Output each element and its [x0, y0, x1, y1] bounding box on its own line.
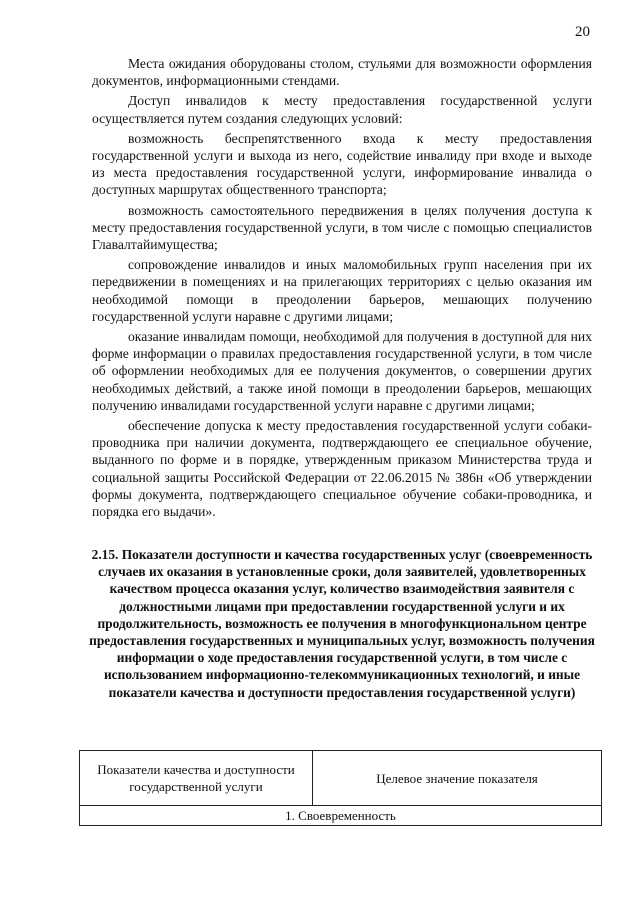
section-2-15	[86, 546, 598, 701]
paragraph-access-conditions: Доступ инвалидов к месту предоставления государственной услуги осуществляется путем создания следующих условий:	[92, 93, 592, 126]
paragraph-independent-movement: возможность самостоятельного передвижения в целях получения доступа к месту предоставления государственной услуги, в том числе с помощью специалистов Главалтайимущества;	[92, 202, 592, 253]
paragraph-guide-dog: обеспечение допуска к месту предоставления государственной услуги собаки-проводника при наличии документа, подтверждающего ее специальное обучение, выданного по форме и в порядке, утвержденным приказом Министерства труда и социальной защиты Российской Федерации от 22.06.2015 № 386н «Об утверждении формы документа, подтверждающего специальное обучение собаки-проводника, и порядка его выдачи».	[92, 418, 592, 520]
section-title: 2.15. Показатели доступности и качества государственных услуг (своевременность случаев их оказания в установленные сроки, доля заявителей, удовлетворенных качеством процесса оказания услуг, количество взаимодействия заявителя с должностными лицами при предоставлении государственной услуги и их продолжительность, возможность ее получения в многофункциональном центре предоставления государственных и муниципальных услуг, возможность получения информации о ходе предоставления государственной услуги, в том числе с использованием информационно-телекоммуникационных технологий, и иные показатели качества и доступности предоставления государственной услуги)	[89, 547, 595, 700]
paragraph-assistance: оказание инвалидам помощи, необходимой для получения в доступной для них форме информации о правилах предоставления государственной услуги, в том числе об оформлении необходимых для ее получения документов, о совершении других необходимых действий, а также иной помощи в преодолении барьеров, мешающих получению инвалидами государственной услуги наравне с другими лицами;	[92, 329, 592, 413]
paragraph-waiting-areas: Места ожидания оборудованы столом, стульями для возможности оформления документов, информационными стендами.	[92, 56, 592, 89]
table-header-row	[80, 751, 602, 806]
header-quality-indicators: Показатели качества и доступности государственной услуги	[80, 751, 313, 806]
paragraph-entry-exit: возможность беспрепятственного входа к месту предоставления государственной услуги и выхода из него, содействие инвалиду при входе и выходе из места предоставления государственной услуги, информирование инвалида о доступных маршрутах общественного транспорта;	[92, 130, 592, 198]
table-row	[80, 806, 602, 826]
header-target-value: Целевое значение показателя	[313, 751, 602, 806]
body-text	[92, 55, 592, 523]
page-number: 20	[575, 24, 590, 40]
indicators-table	[79, 750, 602, 826]
subsection-timeliness: 1. Своевременность	[80, 806, 602, 826]
paragraph-escort: сопровождение инвалидов и иных маломобильных групп населения при их передвижении в помещениях и на прилегающих территориях с целью оказания им необходимой помощи в преодолении барьеров, мешающих получению государственной услуги наравне с другими лицами;	[92, 257, 592, 324]
